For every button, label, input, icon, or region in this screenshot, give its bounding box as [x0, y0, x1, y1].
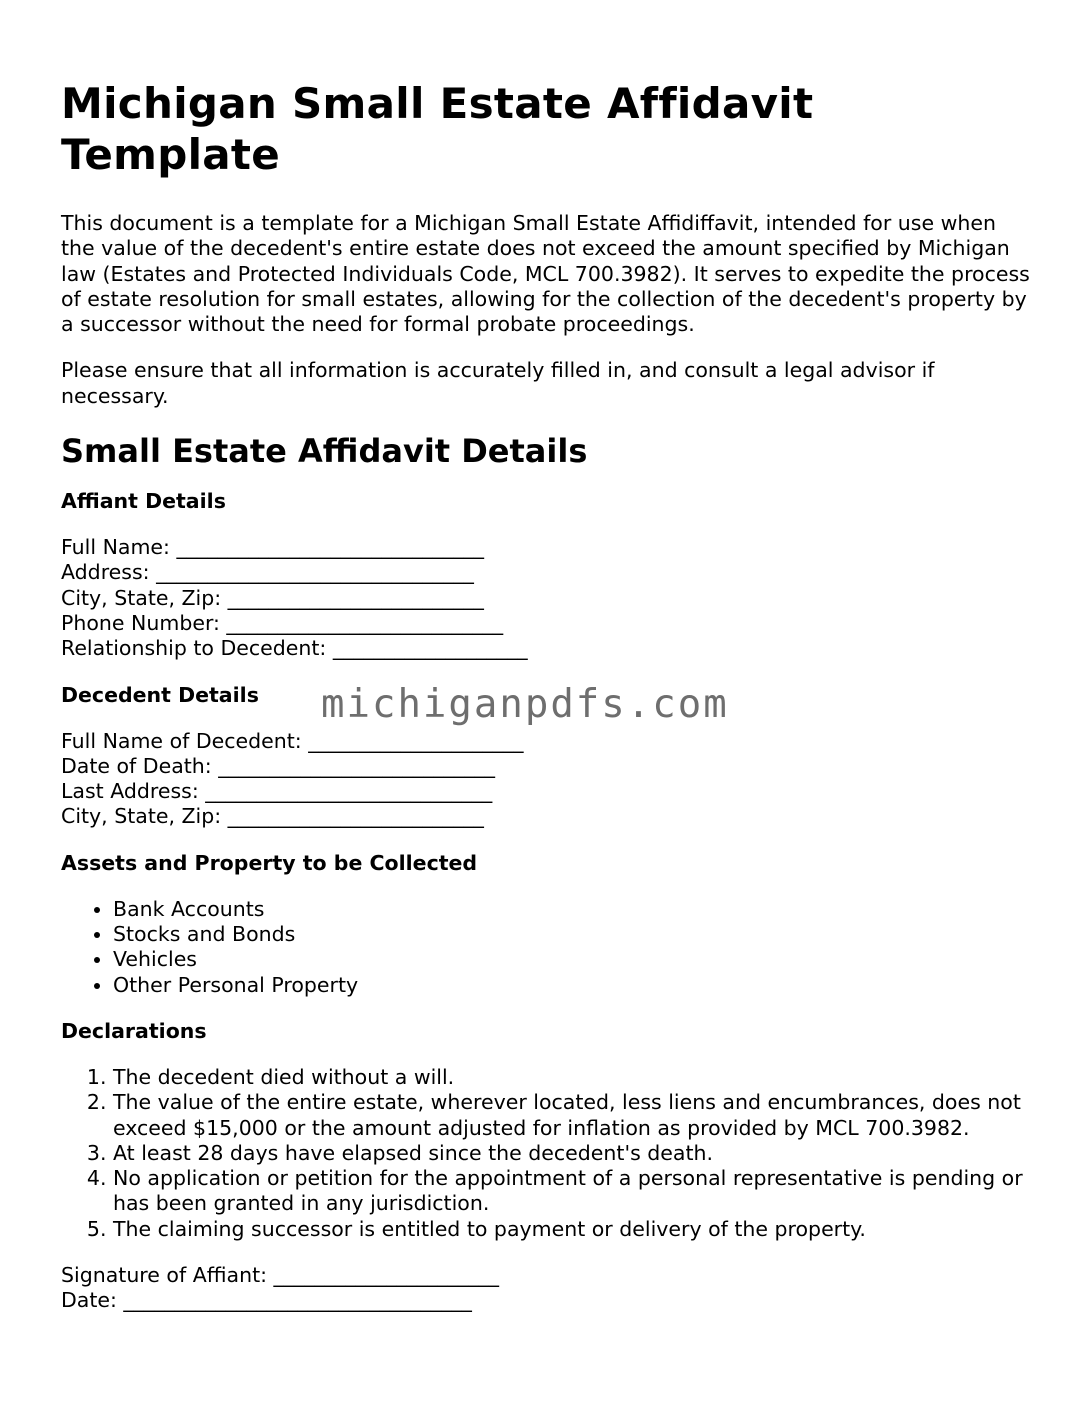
decedent-last-address-field: Last Address: ____________________________ [61, 779, 493, 804]
assets-heading: Assets and Property to be Collected [61, 850, 478, 875]
list-item: • Vehicles [113, 947, 1036, 972]
list-item: 3. At least 28 days have elapsed since the decedent's death. [113, 1141, 1036, 1166]
list-item: • Other Personal Property [113, 973, 1036, 998]
list-item: 1. The decedent died without a will. [113, 1065, 1036, 1090]
decedent-full-name-field: Full Name of Decedent: _____________________ [61, 728, 524, 753]
affiant-address-field: Address: _______________________________ [61, 560, 474, 585]
assets-list [61, 897, 1036, 998]
advice-paragraph: Please ensure that all information is accurately filled in, and consult a legal advisor if necessary. [61, 358, 935, 408]
signature-field: Signature of Affiant: ______________________ [61, 1263, 500, 1288]
intro-paragraph: This document is a template for a Michigan Small Estate Affidiffavit, intended for use when the value of the decedent's entire estate does not exceed the amount specified by Michigan law (Estates and Protected Individuals Code, MCL 700.3982). It serves to expedite the process of estate resolution for small estates, allowing for the collection of the decedent's property by a successor without the need for formal probate proceedings. [61, 211, 1030, 337]
decedent-date-of-death-field: Date of Death: ___________________________ [61, 753, 495, 778]
affiant-heading: Affiant Details [61, 489, 226, 514]
list-item: 4. No application or petition for the appointment of a personal representative is pending or has been granted in any jurisdiction. [113, 1166, 1036, 1217]
date-field: Date: __________________________________ [61, 1288, 472, 1313]
declarations-heading: Declarations [61, 1018, 207, 1043]
decedent-fields [61, 729, 1036, 830]
decedent-city-state-zip-field: City, State, Zip: _________________________ [61, 804, 484, 829]
signature-block [61, 1263, 1036, 1314]
watermark: michiganpdfs.com [321, 682, 729, 727]
document-title: Michigan Small Estate Affidavit Template [61, 79, 814, 179]
decedent-heading: Decedent Details [61, 682, 259, 707]
affiant-city-state-zip-field: City, State, Zip: _________________________ [61, 585, 484, 610]
list-item: 5. The claiming successor is entitled to payment or delivery of the property. [113, 1217, 1036, 1242]
affiant-full-name-field: Full Name: ______________________________ [61, 535, 484, 560]
list-item: • Stocks and Bonds [113, 922, 1036, 947]
affiant-relationship-field: Relationship to Decedent: ___________________ [61, 636, 528, 661]
list-item: • Bank Accounts [113, 897, 1036, 922]
declarations-list [61, 1065, 1036, 1242]
affiant-phone-field: Phone Number: ___________________________ [61, 610, 504, 635]
details-heading: Small Estate Affidavit Details [61, 432, 588, 471]
affiant-fields [61, 535, 1036, 661]
list-item: 2. The value of the entire estate, wherever located, less liens and encumbrances, does not exceed $15,000 or the amount adjusted for inflation as provided by MCL 700.3982. [113, 1090, 1036, 1141]
